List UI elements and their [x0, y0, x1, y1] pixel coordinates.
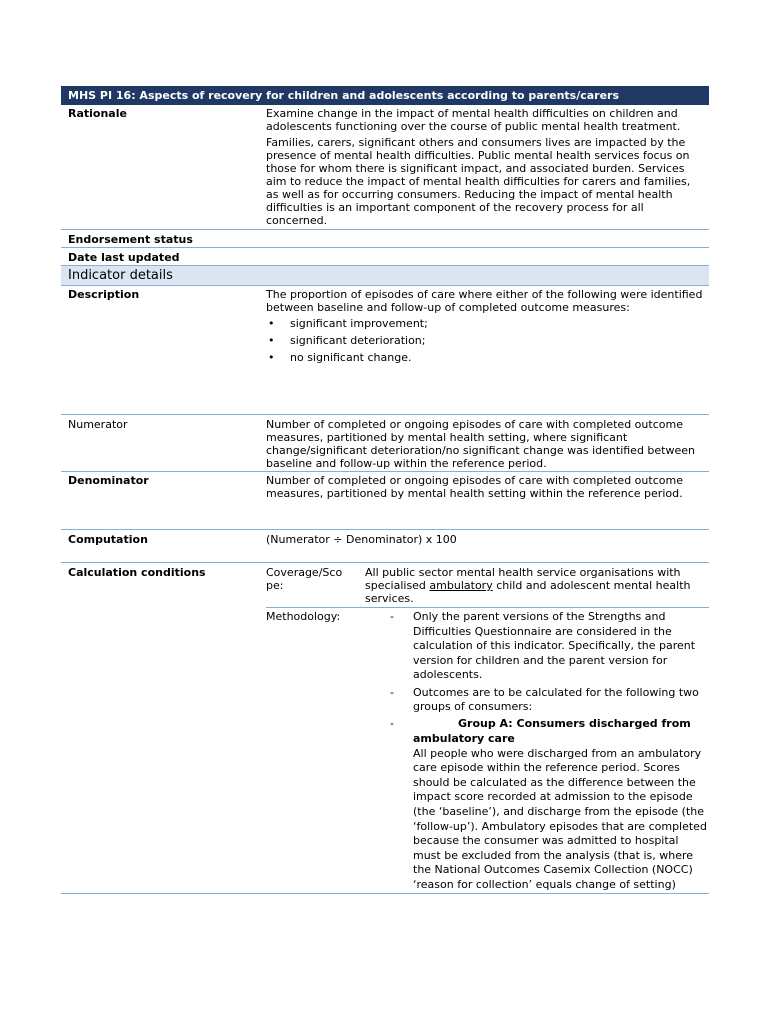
date-updated-label: Date last updated: [68, 251, 180, 264]
dash-marker: -: [390, 685, 394, 699]
calculation-conditions-row: [61, 563, 709, 894]
indicator-table: [61, 86, 709, 894]
description-text: The proportion of episodes of care where either of the following were identified between baseline and follow-up of completed outcome measures:: [266, 288, 703, 314]
rationale-value: [266, 107, 709, 227]
numerator-row: [61, 415, 709, 472]
date-updated-row: [61, 248, 709, 266]
methodology-item-2: - Outcomes are to be calculated for the following two groups of consumers:: [390, 685, 699, 714]
description-value: [266, 288, 709, 414]
section-heading-indicator-details: [61, 266, 709, 286]
computation-row: [61, 530, 709, 563]
description-bullet-3: • no significant change.: [266, 349, 703, 366]
description-bullet-1: • significant improvement;: [266, 315, 703, 332]
methodology-item-1: - Only the parent versions of the Strengths and Difficulties Questionnaire are considered in the calculation of this indicator. Specifically, the parent version for children and the parent version for adolescents.: [390, 610, 696, 682]
description-bullet-list: [266, 315, 703, 366]
methodology-subrow: [266, 608, 709, 893]
ambulatory-term: ambulatory: [429, 579, 493, 592]
description-label: Description: [68, 288, 140, 301]
denominator-value: Number of completed or ongoing episodes of care with completed outcome measures, partitioned by mental health setting within the reference period.: [266, 474, 683, 500]
methodology-list: [366, 610, 709, 892]
computation-label: Computation: [68, 533, 148, 546]
coverage-value: All public sector mental health service organisations with specialised ambulatory child and adolescent mental health services.: [365, 566, 691, 605]
rationale-paragraph-1: Examine change in the impact of mental health difficulties on children and adolescents functioning over the course of public mental health treatment.: [266, 107, 681, 133]
description-bullet-2: • significant deterioration;: [266, 332, 703, 349]
methodology-value: [366, 610, 709, 892]
endorsement-label: Endorsement status: [68, 233, 193, 246]
methodology-label: Methodology:: [266, 610, 341, 623]
rationale-paragraph-2: Families, carers, significant others and consumers lives are impacted by the presence of mental health difficulties. Public mental health services focus on those for whom there is significant impact, and associated burden. Services aim to reduce the impact of mental health difficulties for carers and families, as well as for occurring consumers. Reducing the impact of mental health difficulties is an important component of the recovery process for all concerned.: [266, 136, 691, 227]
denominator-row: [61, 472, 709, 530]
group-a-text: All people who were discharged from an ambulatory care episode within the reference period. Scores should be calculated as the difference between the impact score recorded at admission to the episode (the ‘baseline’), and discharge from the episode (the ‘follow-up’). Ambulatory episodes that are completed because the consumer was admitted to hospital must be excluded from the analysis (that is, where the National Outcomes Casemix Collection (NOCC) ‘reason for collection’ equals change of setting): [413, 746, 707, 891]
description-row: [61, 286, 709, 415]
denominator-label: Denominator: [68, 474, 149, 487]
dash-marker: -: [390, 717, 394, 731]
calculation-conditions-value: [266, 566, 709, 893]
numerator-value: Number of completed or ongoing episodes of care with completed outcome measures, partitioned by mental health setting, where significant change/significant deterioration/no significant change was identified between baseline and follow-up within the reference period.: [266, 418, 695, 470]
methodology-item-3: [366, 717, 709, 892]
section-heading-text: Indicator details: [68, 268, 173, 283]
calculation-conditions-label: Calculation conditions: [68, 566, 206, 579]
coverage-subrow: [266, 566, 709, 608]
coverage-label: Coverage/Sco pe:: [266, 566, 343, 592]
dash-marker: -: [390, 610, 394, 623]
document-title: MHS PI 16: Aspects of recovery for children and adolescents according to parents/carers: [61, 86, 709, 105]
date-updated-value: [266, 251, 709, 265]
numerator-label: Numerator: [68, 418, 128, 431]
computation-value: (Numerator ÷ Denominator) x 100: [266, 533, 457, 546]
group-a-heading: Group A: Consumers discharged from ambulatory care: [413, 717, 691, 745]
endorsement-value: [266, 233, 709, 247]
rationale-label: Rationale: [68, 107, 127, 120]
endorsement-row: [61, 230, 709, 248]
rationale-row: [61, 105, 709, 230]
